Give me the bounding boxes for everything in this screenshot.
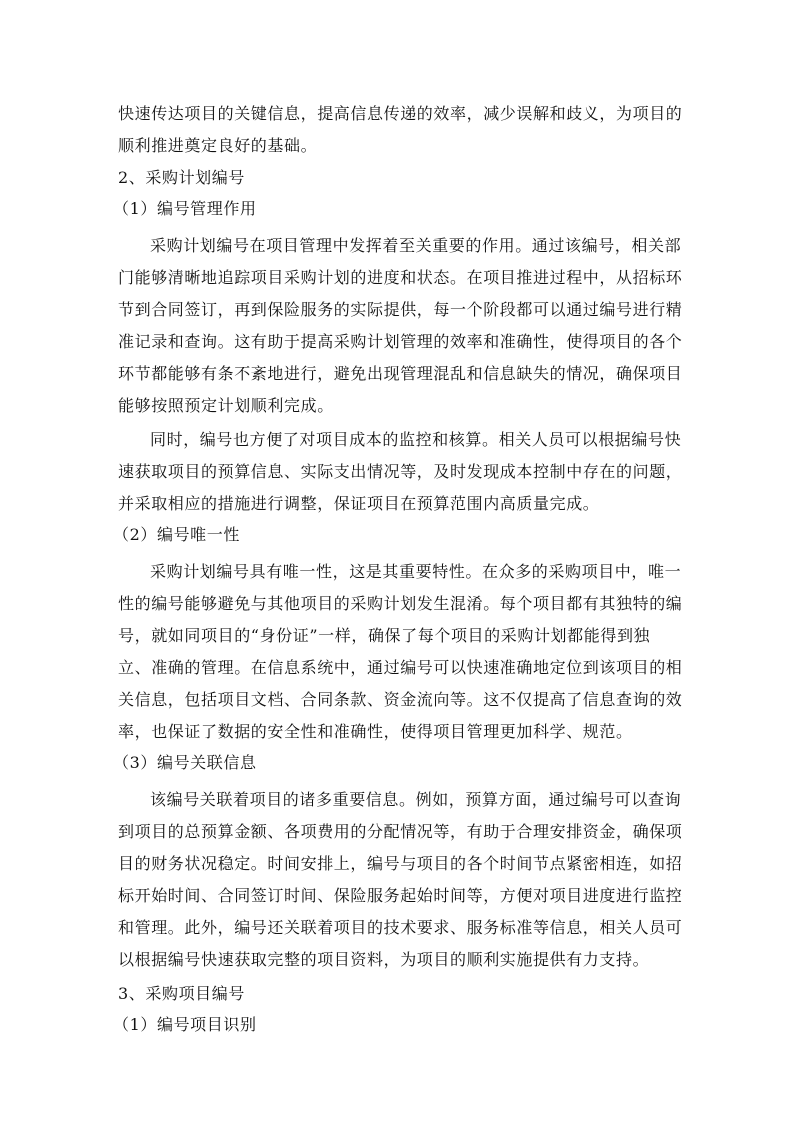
subheading-2-2: （2）编号唯一性 [113,525,240,544]
text-line: 和管理。此外，编号还关联着项目的技术要求、服务标准等信息，相关人员可 [118,918,683,937]
text-line: 节到合同签订，再到保险服务的实际提供，每一个阶段都可以通过编号进行精 [118,300,683,319]
text-line: 准记录和查询。这有助于提高采购计划管理的效率和准确性，使得项目的各个 [118,332,683,351]
text-line: 快速传达项目的关键信息，提高信息传递的效率，减少误解和歧义，为项目的 [118,104,683,123]
text-line: 环节都能够有条不紊地进行，避免出现管理混乱和信息缺失的情况，确保项目 [118,364,683,383]
section-heading-3: 3、采购项目编号 [118,984,245,1003]
text-line: 关信息，包括项目文档、合同条款、资金流向等。这不仅提高了信息查询的效 [118,690,683,709]
text-line: 以根据编号快速获取完整的项目资料，为项目的顺利实施提供有力支持。 [118,950,650,969]
section-heading-2: 2、采购计划编号 [118,168,245,187]
text-line: 目的财务状况稳定。时间安排上，编号与项目的各个时间节点紧密相连，如招 [118,854,683,873]
text-line: 速获取项目的预算信息、实际支出情况等，及时发现成本控制中存在的问题， [118,462,683,481]
text-line: 顺利推进奠定良好的基础。 [118,136,318,155]
text-line: 号，就如同项目的“身份证”一样，确保了每个项目的采购计划都能得到独 [118,626,651,645]
text-line: 门能够清晰地追踪项目采购计划的进度和状态。在项目推进过程中，从招标环 [118,268,683,287]
paragraph-start: 采购计划编号在项目管理中发挥着至关重要的作用。通过该编号，相关部 [150,236,682,255]
paragraph-start: 同时，编号也方便了对项目成本的监控和核算。相关人员可以根据编号快 [150,430,682,449]
subheading-2-1: （1）编号管理作用 [113,199,257,218]
paragraph-start: 该编号关联着项目的诸多重要信息。例如，预算方面，通过编号可以查询 [150,790,682,809]
paragraph-start: 采购计划编号具有唯一性，这是其重要特性。在众多的采购项目中，唯一 [150,562,682,581]
text-line: 性的编号能够避免与其他项目的采购计划发生混淆。每个项目都有其独特的编 [118,594,683,613]
text-line: 并采取相应的措施进行调整，保证项目在预算范围内高质量完成。 [118,494,600,513]
text-line: 立、准确的管理。在信息系统中，通过编号可以快速准确地定位到该项目的相 [118,658,683,677]
text-line: 标开始时间、合同签订时间、保险服务起始时间等，方便对项目进度进行监控 [118,886,683,905]
text-line: 能够按照预定计划顺利完成。 [118,396,334,415]
subheading-2-3: （3）编号关联信息 [113,753,257,772]
text-line: 到项目的总预算金额、各项费用的分配情况等，有助于合理安排资金，确保项 [118,822,683,841]
subheading-3-1: （1）编号项目识别 [113,1015,257,1034]
text-line: 率，也保证了数据的安全性和准确性，使得项目管理更加科学、规范。 [118,722,633,741]
